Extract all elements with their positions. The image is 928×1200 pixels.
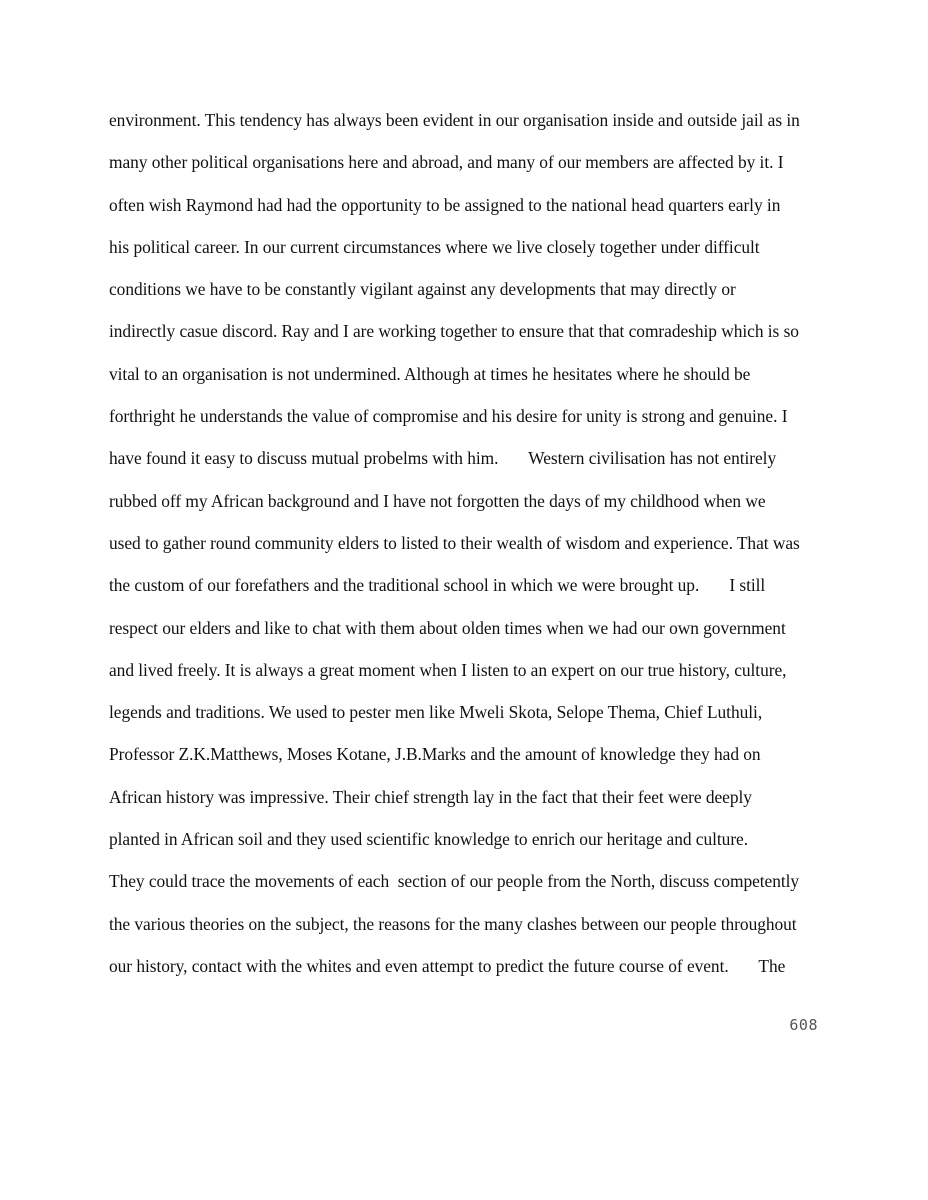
text-line: used to gather round community elders to listed to their wealth of wisdom and experience. That was (109, 532, 800, 553)
text-line: many other political organisations here and abroad, and many of our members are affected by it. I (109, 152, 784, 173)
text-line: often wish Raymond had had the opportunity to be assigned to the national head quarters early in (109, 194, 781, 215)
body-text (109, 107, 829, 995)
text-line: legends and traditions. We used to pester men like Mweli Skota, Selope Thema, Chief Luthuli, (109, 702, 763, 723)
text-line: indirectly casue discord. Ray and I are working together to ensure that that comradeship which is so (109, 321, 799, 342)
text-line: respect our elders and like to chat with them about olden times when we had our own government (109, 617, 786, 638)
text-line: environment. This tendency has always been evident in our organisation inside and outside jail as in (109, 110, 800, 130)
text-line: our history, contact with the whites and even attempt to predict the future course of event. The (109, 955, 786, 976)
text-line: rubbed off my African background and I have not forgotten the days of my childhood when we (109, 490, 766, 511)
text-line: have found it easy to discuss mutual probelms with him. Western civilisation has not entirely (109, 448, 777, 469)
text-line: forthright he understands the value of compromise and his desire for unity is strong and genuine. I (109, 406, 788, 427)
page-number: 608 (789, 1016, 818, 1034)
text-line: conditions we have to be constantly vigilant against any developments that may directly or (109, 279, 736, 300)
text-line: and lived freely. It is always a great moment when I listen to an expert on our true history, culture, (109, 659, 787, 680)
text-line: African history was impressive. Their chief strength lay in the fact that their feet were deeply (109, 786, 752, 807)
text-line: planted in African soil and they used scientific knowledge to enrich our heritage and culture. (109, 829, 749, 850)
text-line: They could trace the movements of each section of our people from the North, discuss competently (109, 871, 800, 892)
text-line: his political career. In our current circumstances where we live closely together under difficult (109, 236, 760, 257)
text-line: Professor Z.K.Matthews, Moses Kotane, J.B.Marks and the amount of knowledge they had on (109, 744, 761, 765)
text-line: the various theories on the subject, the reasons for the many clashes between our people throughout (109, 913, 797, 934)
text-line: the custom of our forefathers and the traditional school in which we were brought up. I still (109, 575, 766, 596)
text-line: vital to an organisation is not undermined. Although at times he hesitates where he should be (109, 363, 751, 384)
